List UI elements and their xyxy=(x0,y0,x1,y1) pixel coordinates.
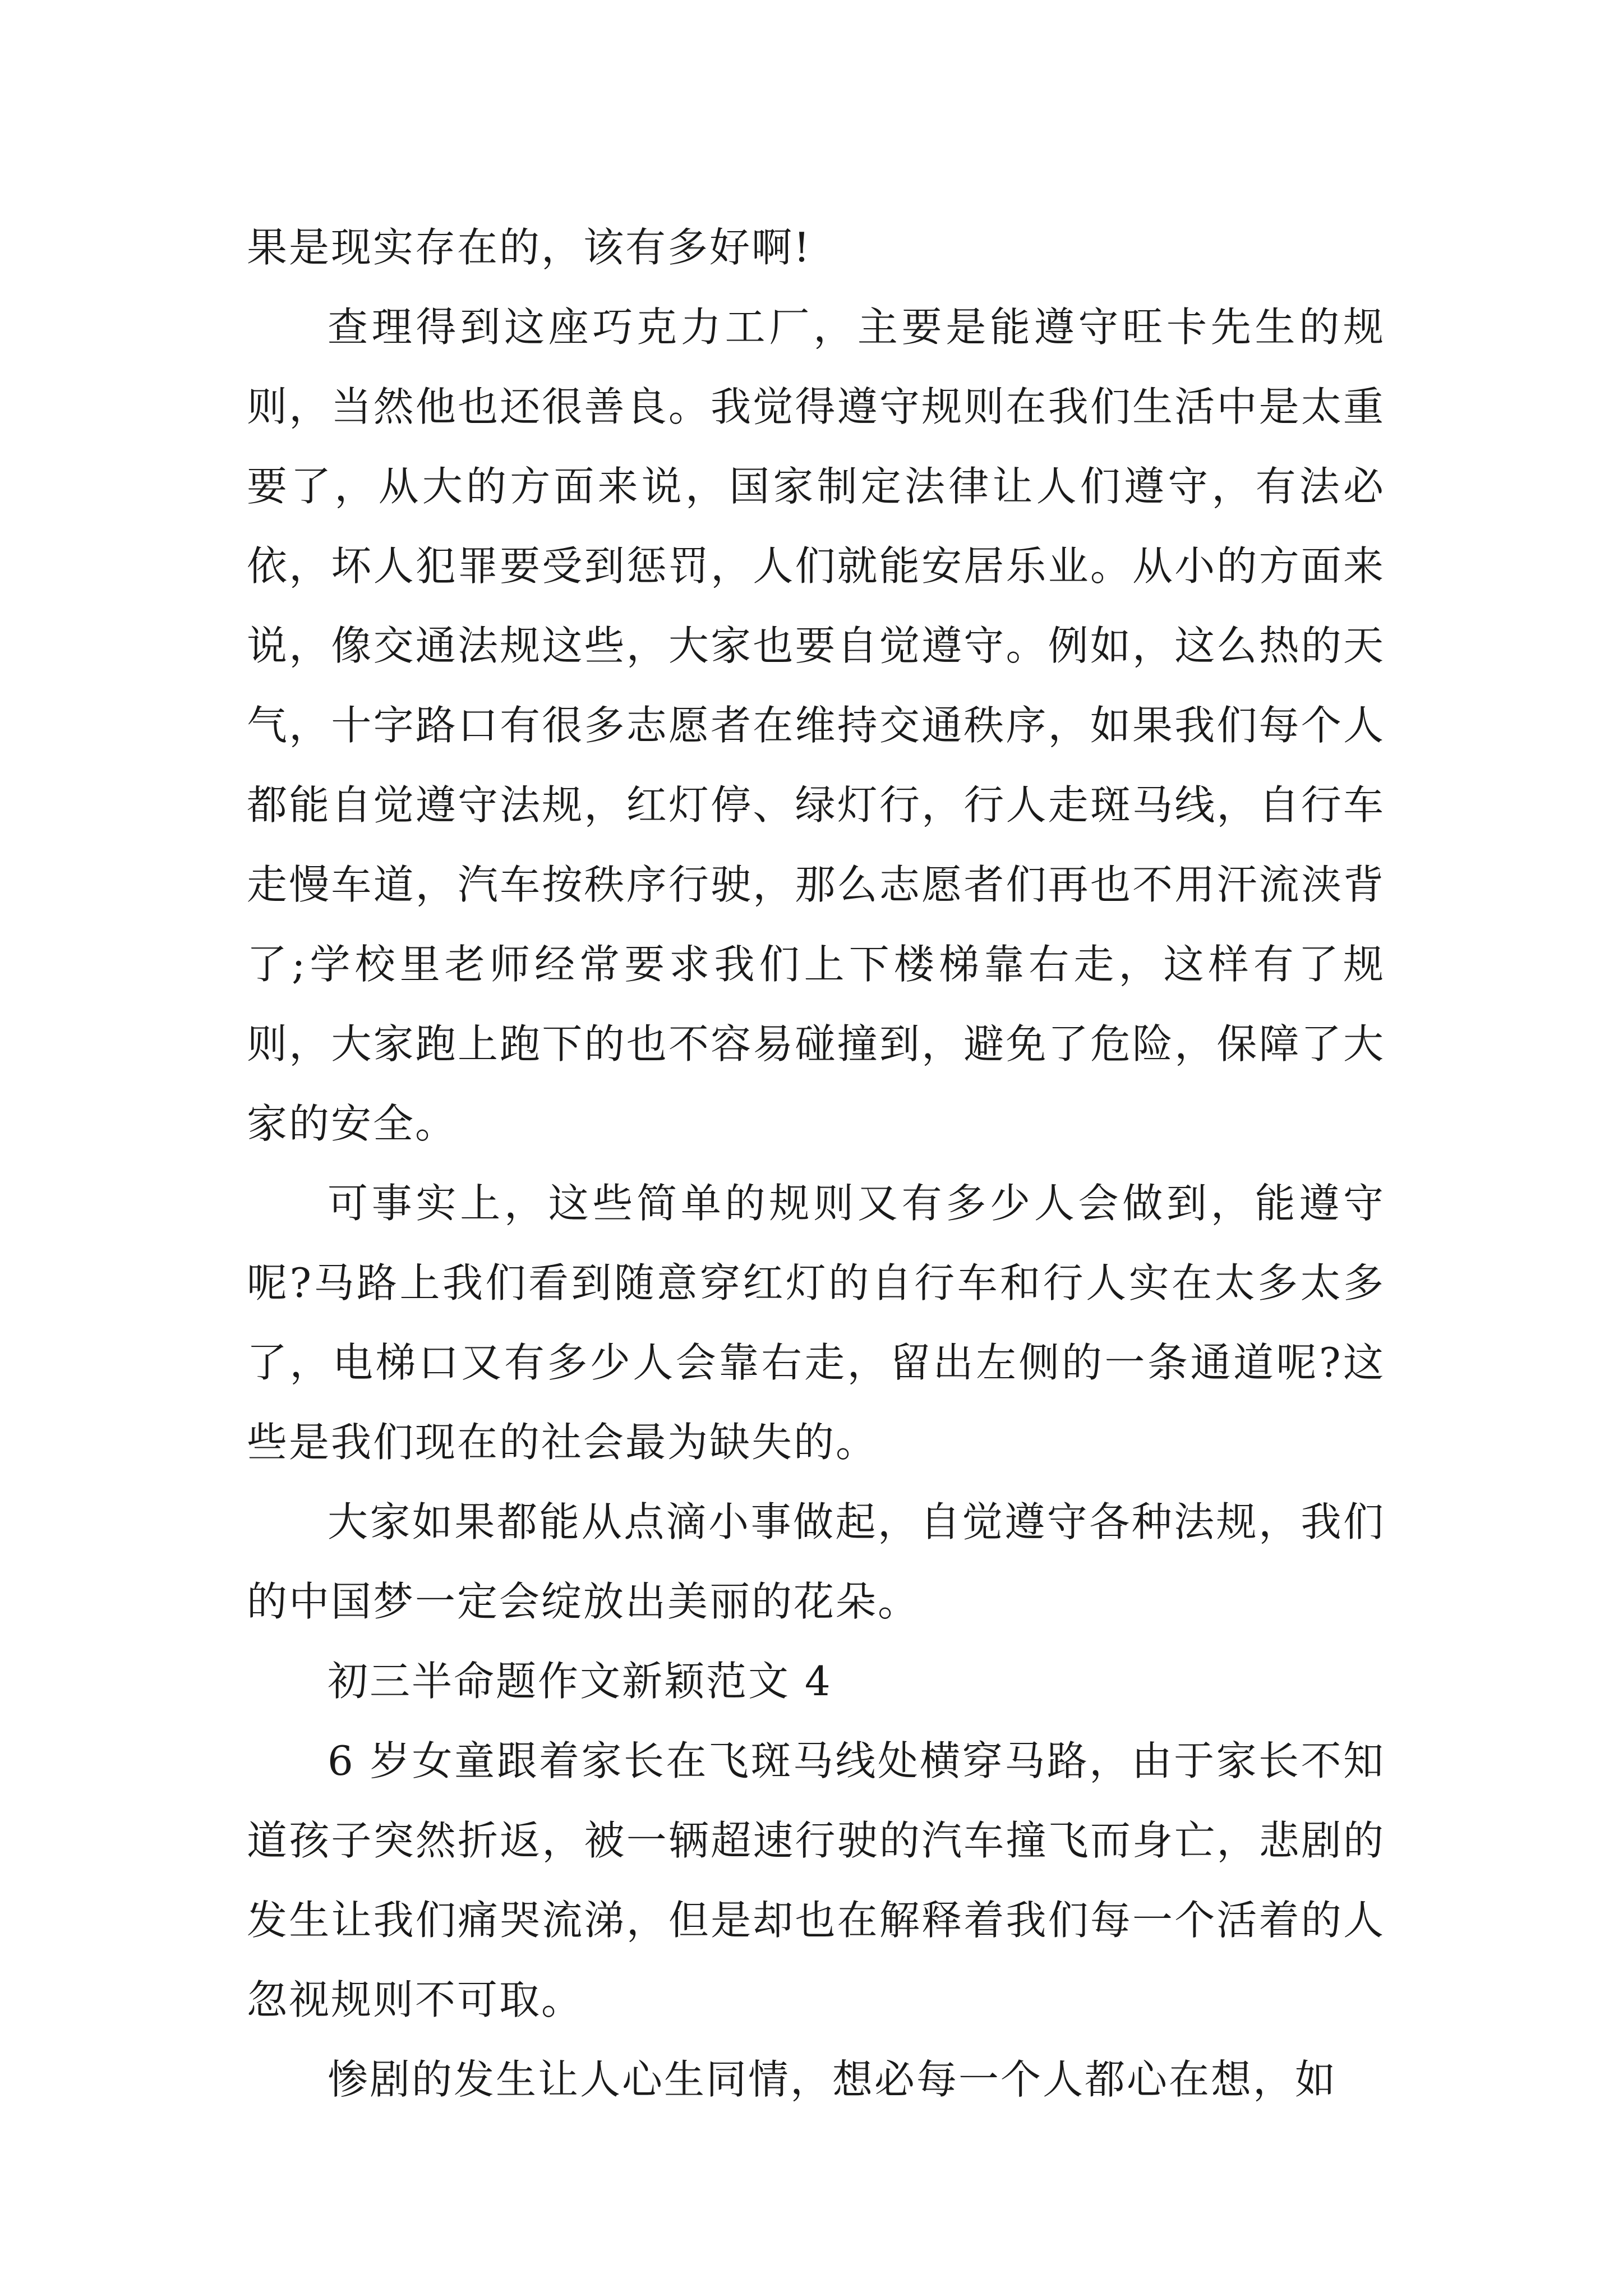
paragraph: 查理得到这座巧克力工厂，主要是能遵守旺卡先生的规则，当然他也还很善良。我觉得遵守规则在我们生活中是太重要了，从大的方面来说，国家制定法律让人们遵守，有法必依，坏人犯罪要受到惩罚，人们就能安居乐业。从小的方面来说，像交通法规这些，大家也要自觉遵守。例如，这么热的天气，十字路口有很多志愿者在维持交通秩序，如果我们每个人都能自觉遵守法规，红灯停、绿灯行，行人走斑马线，自行车走慢车道，汽车按秩序行驶，那么志愿者们再也不用汗流浃背了;学校里老师经常要求我们上下楼梯靠右走，这样有了规则，大家跑上跑下的也不容易碰撞到，避免了危险，保障了大家的安全。 xyxy=(247,303,1385,1147)
paragraph: 惨剧的发生让人心生同情，想必每一个人都心在想，如 xyxy=(328,2056,1338,2103)
document-body xyxy=(247,208,1385,2119)
section-heading: 初三半命题作文新颖范文 4 xyxy=(328,1658,832,1705)
paragraph: 可事实上，这些简单的规则又有多少人会做到，能遵守呢?马路上我们看到随意穿红灯的自行车和行人实在太多太多了，电梯口又有多少人会靠右走，留出左侧的一条通道呢?这些是我们现在的社会最为缺失的。 xyxy=(247,1180,1385,1466)
paragraph: 6 岁女童跟着家长在飞斑马线处横穿马路，由于家长不知道孩子突然折返，被一辆超速行驶的汽车撞飞而身亡，悲剧的发生让我们痛哭流涕，但是却也在解释着我们每一个活着的人忽视规则不可取。 xyxy=(247,1737,1385,2023)
paragraph: 大家如果都能从点滴小事做起，自觉遵守各种法规，我们的中国梦一定会绽放出美丽的花朵。 xyxy=(247,1498,1385,1625)
paragraph: 果是现实存在的，该有多好啊! xyxy=(247,224,811,271)
